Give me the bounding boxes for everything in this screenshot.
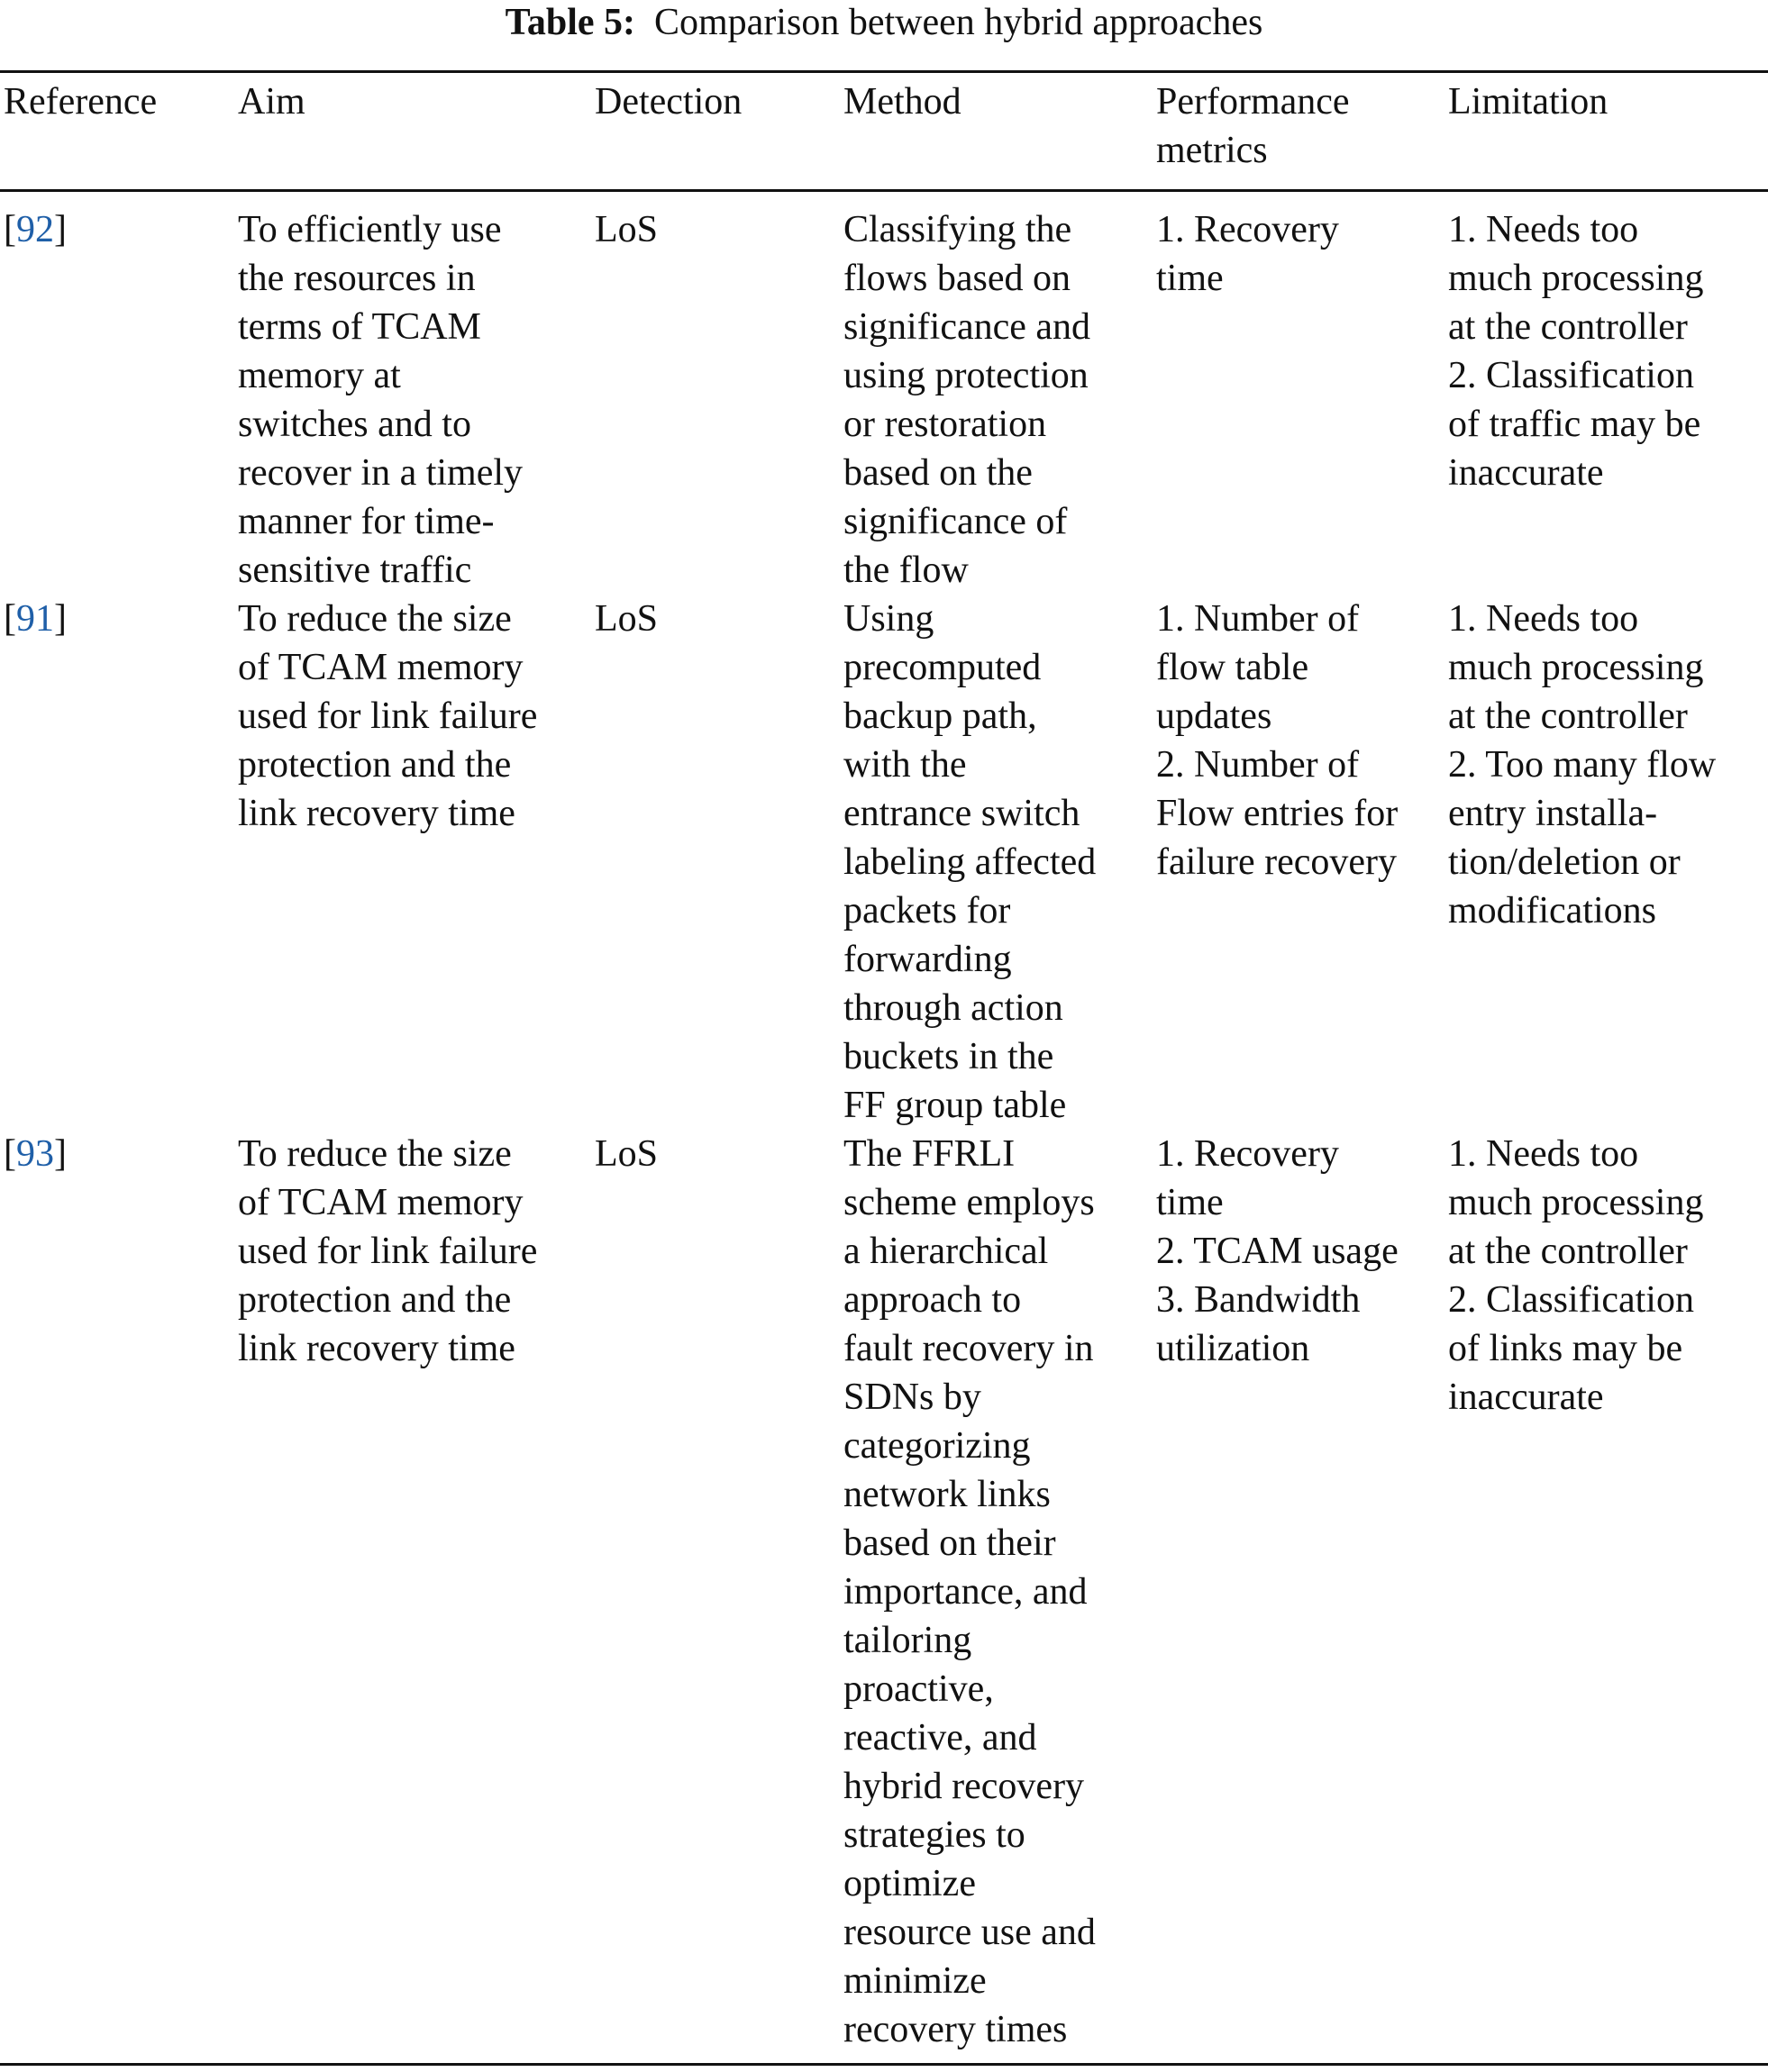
performance-cell: 1. Recovery time 2. TCAM usage 3. Bandwidth utilization [1156,1133,1399,1369]
header-aim: Aim [238,81,305,123]
reference-cell: [93] [4,1133,67,1175]
method-cell: Classifying the flows based on significance and using protection or restoration based on the significance of the flow [843,209,1091,591]
detection-cell: LoS [595,598,659,640]
caption-title: Comparison between hybrid approaches [654,2,1263,43]
detection-cell: LoS [595,1133,659,1175]
header-reference: Reference [4,81,158,123]
performance-cell: 1. Recovery time [1156,209,1339,299]
reference-cell: [92] [4,209,67,250]
header-method: Method [843,81,961,123]
aim-cell: To efficiently use the resources in terms of TCAM memory at switches and to recover in a timely manner for time- sensitive traffic [238,209,524,591]
reference-link[interactable]: 93 [16,1133,54,1175]
aim-cell: To reduce the size of TCAM memory used for link failure protection and the link recovery time [238,598,538,834]
header-rule [0,189,1768,192]
header-performance-metrics: Performance metrics [1156,81,1350,171]
limitation-cell: 1. Needs too much processing at the controller 2. Classification of links may be inaccurate [1448,1133,1704,1418]
top-rule [0,70,1768,73]
bottom-rule [0,2063,1768,2066]
reference-cell: [91] [4,598,67,640]
reference-link[interactable]: 92 [16,209,54,250]
method-cell: The FFRLI scheme employs a hierarchical approach to fault recovery in SDNs by categorizing network links based on their importance, and tailoring proactive, reactive, and hybrid recovery strategies to optimize resource use and minimize recovery times [843,1133,1096,2050]
detection-cell: LoS [595,209,659,250]
method-cell: Using precomputed backup path, with the entrance switch labeling affected packets for forwarding through action buckets in the FF group table [843,598,1097,1126]
performance-cell: 1. Number of flow table updates 2. Number of Flow entries for failure recovery [1156,598,1399,883]
header-limitation: Limitation [1448,81,1609,123]
limitation-cell: 1. Needs too much processing at the controller 2. Classification of traffic may be inaccurate [1448,209,1704,494]
limitation-cell: 1. Needs too much processing at the controller 2. Too many flow entry installa- tion/deletion or modifications [1448,598,1717,931]
aim-cell: To reduce the size of TCAM memory used for link failure protection and the link recovery time [238,1133,538,1369]
header-detection: Detection [595,81,743,123]
caption-label: Table 5: [505,2,635,43]
reference-link[interactable]: 91 [16,598,54,640]
table-caption [0,0,1768,45]
